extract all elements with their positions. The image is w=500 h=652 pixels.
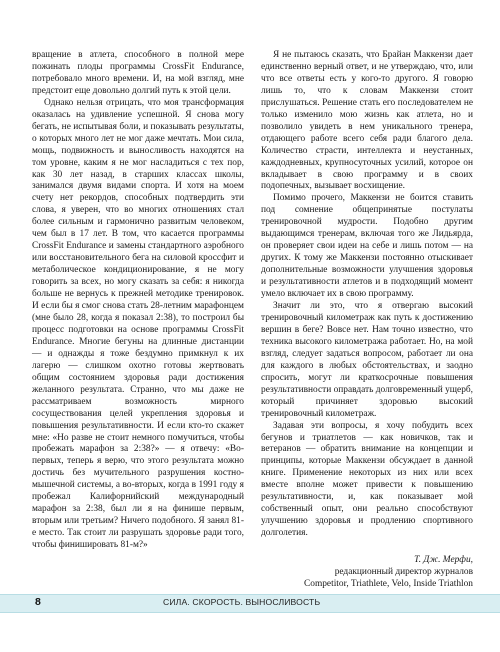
paragraph: Значит ли это, что я отвергаю высокий тренировочный километраж как путь к достижению вершин в беге? Вовсе нет. Нам точно известно, что техника высокого километража работает. Но, на мой взгляд, следует задаться вопросом, работает ли она для каждого в любых обстоятельствах, и заодно спросить, могут ли краткосрочные повышения результативности оправдать долговременный ущерб, который причиняет здоровью высокий тренировочный километраж. <box>261 301 473 419</box>
author-signature <box>261 554 473 591</box>
paragraph: Однако нельзя отрицать, что моя трансформация оказалась на удивление успешной. Я снова могу бегать, не испытывая боли, и показывать результаты, о которых много лет не мог даже мечтать. Мои сила, мощь, подвижность и выносливость находятся на том уровне, каким я не мог насладиться с тех пор, как 30 лет назад, в старших классах школы, занимался двумя видами спорта. И хотя на моем счету нет рекордов, способных подтвердить эти слова, я уверен, что во многих отношениях стал более сильным и гармонично развитым человеком, чем был в 17 лет. В том, что касается программы CrossFit Endurance и замены стандартного аэробного или восстановительного бега на силовой кроссфит и метаболическое кондиционирование, я не могу говорить за всех, но могу сказать за себя: я никогда больше не вернусь к прежней методике тренировок. И если бы я смог снова стать 28-летним марафонцем (мне было 28, когда я показал 2:38), то построил бы процесс подготовки на основе программы CrossFit Endurance. Многие бегуны на длинные дистанции — и однажды я тоже бездумно примкнул к их лагерю — слишком охотно готовы жертвовать общим состоянием здоровья ради достижения желанного результата. Странно, что мы даже не рассматриваем возможность мирного сосуществования целей укрепления здоровья и повышения результативности. И если кто-то скажет мне: «Но разве не стоит немного помучиться, чтобы пробежать марафон за 2:38?» — я отвечу: «Во-первых, теперь я верю, что этого результата можно достичь без мучительного разрушения костно-мышечной системы, а во-вторых, когда в 1991 году я пробежал Калифорнийский международный марафон за 2:38, был ли я на финише первым, вторым или третьим? Ничего подобного. Я занял 81-е место. Так стоит ли разрушать здоровье ради того, чтобы финишировать 81-м?» <box>32 97 244 551</box>
left-text-column <box>32 50 244 552</box>
author-publications: Competitor, Triathlete, Velo, Inside Triathlon <box>304 579 473 590</box>
author-role: редакционный директор журналов <box>334 567 473 578</box>
paragraph: Задавая эти вопросы, я хочу побудить всех бегунов и триатлетов — как новичков, так и ветеранов — обратить внимание на концепции и принципы, которые Маккензи обсуждает в данной книге. Применение некоторых из них или всех вместе вполне может привести к повышению результативности, и, как показывает мой собственный опыт, они реально способствуют улучшению здоровья и продлению спортивного долголетия. <box>261 420 473 539</box>
paragraph: вращение в атлета, способного в полной мере пожинать плоды программы CrossFit Endurance, потребовало много времени. И, на мой взгляд, мне предстоит еще довольно долгий путь к этой цели. <box>32 50 244 96</box>
page-number: 8 <box>35 596 41 608</box>
paragraph: Помимо прочего, Маккензи не боится ставить под сомнение общепринятые постулаты тренировочной мудрости. Подобно другим выдающимся тренерам, включая того же Лидьярда, он проверяет свои идеи на себе и лишь потом — на других. К тому же Маккензи постоянно отыскивает дополнительные возможности улучшения здоровья и результативности атлетов и в подходящий момент умело включает их в свою программу. <box>261 193 473 300</box>
right-text-column <box>261 50 473 591</box>
paragraph: Я не пытаюсь сказать, что Брайан Маккензи дает единственно верный ответ, и не утверждаю, что, или что все ответы есть у кого-то другого. Я говорю лишь то, что к словам Маккензи стоит прислушаться. Решение стать его последователем не только изменило мою жизнь как атлета, но и позволило увидеть в нем уникального тренера, отдающего работе всего себя ради благого дела. Количество страсти, интеллекта и неустанных, каждодневных, крупносуточных усилий, которое он вкладывает в свою программу и в своих подопечных, вызывает восхищение. <box>261 50 473 192</box>
running-title: СИЛА. СКОРОСТЬ. ВЫНОСЛИВОСТЬ <box>163 597 321 607</box>
author-name: Т. Дж. Мерфи, <box>414 555 473 566</box>
